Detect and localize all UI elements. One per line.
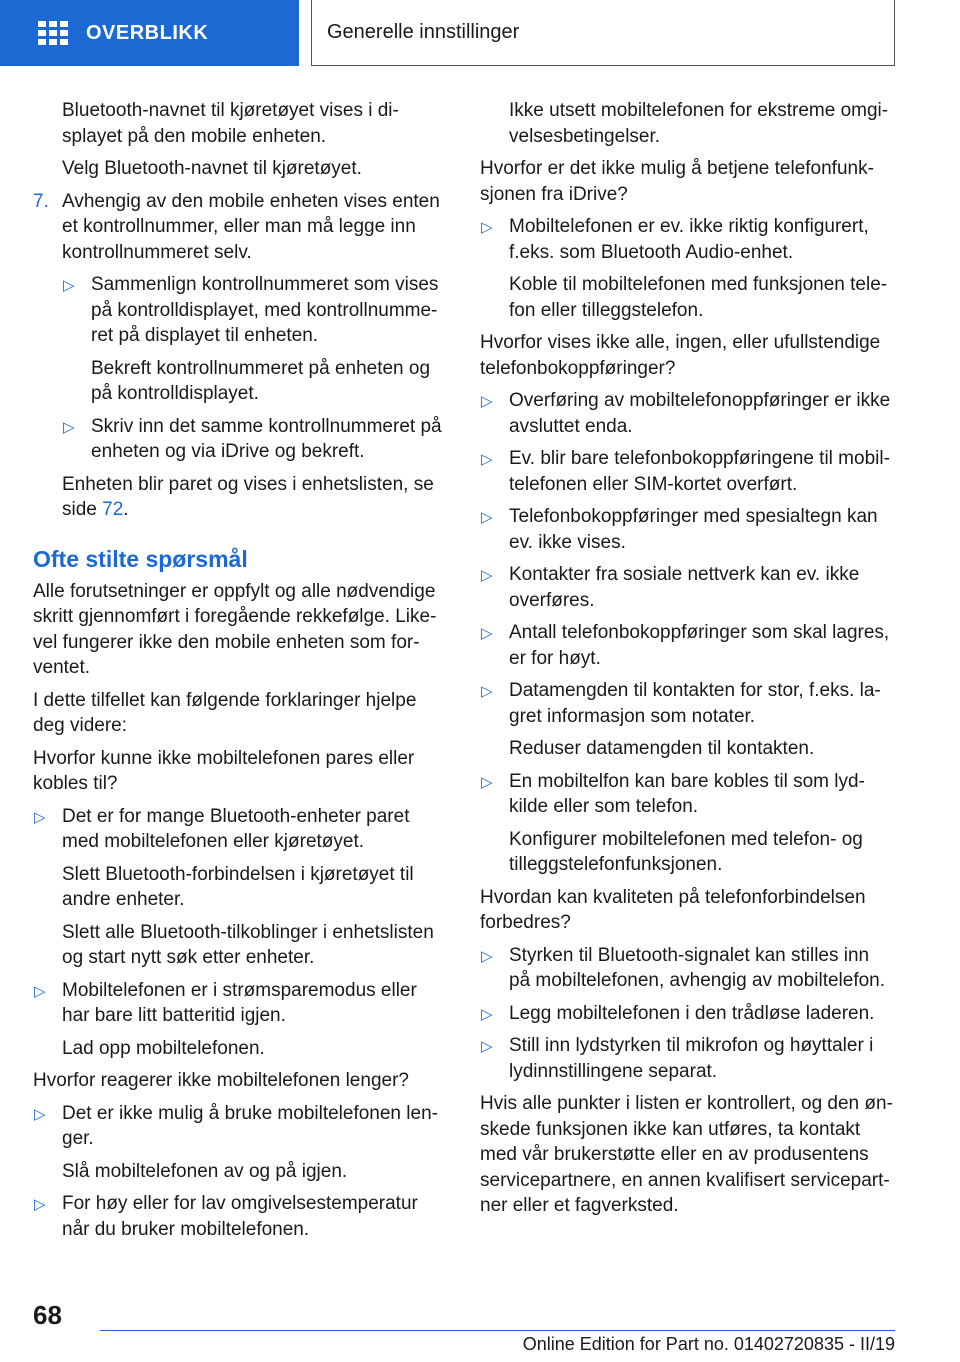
- list-item: [33, 804, 448, 855]
- overview-button[interactable]: [0, 0, 299, 66]
- list-item-text: Sammenlign kontrollnummeret som vises på kontrolldisplayet, med kontrollnumme-ret på displayet til enheten.: [91, 274, 439, 346]
- grid-icon: [38, 21, 68, 45]
- paragraph: Lad opp mobiltelefonen.: [62, 1037, 265, 1059]
- list-item-text: Skriv inn det samme kontrollnummeret på enheten og via iDrive og bekreft.: [91, 415, 442, 462]
- page-number: 68: [33, 1300, 62, 1330]
- list-item: [480, 769, 895, 820]
- triangle-right-icon: ▷: [481, 509, 493, 526]
- list-item-text: Styrken til Bluetooth-signalet kan stilles inn på mobiltelefonen, avhengig av mobiltelefon.: [509, 944, 886, 991]
- list-item-text: Datamengden til kontakten for stor, f.eks. la-gret informasjon som notater.: [509, 680, 881, 727]
- step-item: [33, 189, 448, 266]
- question: Hvorfor reagerer ikke mobiltelefonen lenger?: [33, 1070, 409, 1091]
- list-item: [33, 414, 448, 465]
- list-item: [480, 1001, 895, 1027]
- paragraph: [33, 472, 448, 523]
- step-number: 7.: [33, 190, 49, 212]
- page-header: [0, 0, 960, 66]
- paragraph: Bekreft kontrollnummeret på enheten og på kontrolldisplayet.: [91, 357, 431, 404]
- list-item: [480, 1033, 895, 1084]
- edition-text: Online Edition for Part no. 01402720835 - II/19: [522, 1334, 895, 1354]
- section-title: Generelle innstillinger: [311, 0, 895, 66]
- list-item: [33, 978, 448, 1029]
- list-item-text: Mobiltelefonen er ev. ikke riktig konfigurert, f.eks. som Bluetooth Audio-enhet.: [509, 216, 869, 263]
- paragraph-text: .: [123, 499, 129, 520]
- question: Hvordan kan kvaliteten på telefonforbindelsen forbedres?: [480, 886, 866, 933]
- paragraph: Koble til mobiltelefonen med funksjonen tele-fon eller tilleggstelefon.: [509, 274, 888, 321]
- triangle-right-icon: ▷: [481, 683, 493, 700]
- paragraph: Velg Bluetooth-navnet til kjøretøyet.: [62, 158, 362, 179]
- triangle-right-icon: ▷: [481, 451, 493, 468]
- question: Hvorfor kunne ikke mobiltelefonen pares eller kobles til?: [33, 747, 415, 794]
- triangle-right-icon: ▷: [481, 947, 493, 965]
- triangle-right-icon: ▷: [481, 1005, 493, 1023]
- list-item: [480, 562, 895, 613]
- faq-heading: Ofte stilte spørsmål: [33, 545, 248, 572]
- triangle-right-icon: ▷: [481, 1038, 493, 1055]
- paragraph: Hvis alle punkter i listen er kontrollert, og den øn-skede funksjonen ikke kan utføres, ta kontakt med vår brukerstøtte eller en av produsentens servicepartnere, en annen kvalifisert servicepart-ner eller et fagverksted.: [480, 1093, 893, 1216]
- paragraph: Bluetooth-navnet til kjøretøyet vises i di-splayet på den mobile enheten.: [62, 100, 399, 147]
- list-item: [480, 388, 895, 439]
- paragraph: Alle forutsetninger er oppfylt og alle nødvendige skritt gjennomført i foregående rekkefølge. Like-vel fungerer ikke den mobile enheten som for-ventet.: [33, 580, 437, 678]
- paragraph: I dette tilfellet kan følgende forklaringer hjelpe deg videre:: [33, 689, 417, 736]
- triangle-right-icon: ▷: [481, 567, 493, 584]
- list-item: [480, 620, 895, 671]
- paragraph: Reduser datamengden til kontakten.: [509, 738, 815, 759]
- question: Hvorfor vises ikke alle, ingen, eller ufullstendige telefonbokoppføringer?: [480, 332, 881, 379]
- list-item: [480, 504, 895, 555]
- list-item-text: Legg mobiltelefonen i den trådløse laderen.: [509, 1002, 875, 1024]
- paragraph: Slett Bluetooth-forbindelsen i kjøretøyet til andre enheter.: [62, 863, 414, 910]
- list-item: [480, 678, 895, 729]
- triangle-right-icon: ▷: [481, 773, 493, 791]
- paragraph: Slå mobiltelefonen av og på igjen.: [62, 1160, 348, 1182]
- list-item-text: Overføring av mobiltelefonoppføringer er ikke avsluttet enda.: [509, 390, 891, 437]
- paragraph-text: Enheten blir paret og vises i enhetslisten, se side: [62, 473, 434, 520]
- triangle-right-icon: ▷: [34, 808, 46, 826]
- list-item-text: Kontakter fra sosiale nettverk kan ev. ikke overføres.: [509, 564, 860, 611]
- triangle-right-icon: ▷: [34, 982, 46, 1000]
- footer-divider: [100, 1330, 895, 1331]
- list-item: [480, 446, 895, 497]
- list-item: [33, 1101, 448, 1152]
- list-item: [33, 272, 448, 349]
- list-item-text: Telefonbokoppføringer med spesialtegn kan ev. ikke vises.: [509, 506, 878, 553]
- list-item-text: Antall telefonbokoppføringer som skal lagres, er for høyt.: [509, 622, 890, 669]
- triangle-right-icon: ▷: [34, 1105, 46, 1123]
- question: Hvorfor er det ikke mulig å betjene telefonfunk-sjonen fra iDrive?: [480, 158, 874, 205]
- overview-label: OVERBLIKK: [86, 21, 209, 44]
- list-item-text: Still inn lydstyrken til mikrofon og høyttaler i lydinnstillingene separat.: [509, 1035, 874, 1082]
- right-column: [480, 98, 895, 1226]
- list-item-text: En mobiltelfon kan bare kobles til som lyd-kilde eller som telefon.: [509, 770, 865, 817]
- triangle-right-icon: ▷: [481, 219, 493, 236]
- paragraph: Slett alle Bluetooth-tilkoblinger i enhetslisten og start nytt søk etter enheter.: [62, 921, 434, 968]
- list-item-text: Det er ikke mulig å bruke mobiltelefonen len-ger.: [62, 1102, 438, 1149]
- list-item-text: Ev. blir bare telefonbokoppføringene til mobil-telefonen eller SIM-kortet overført.: [509, 448, 890, 495]
- page-link[interactable]: 72: [102, 499, 124, 520]
- list-item: [33, 1191, 448, 1242]
- list-item-text: For høy eller for lav omgivelsestemperatur når du bruker mobiltelefonen.: [62, 1193, 418, 1240]
- triangle-right-icon: ▷: [63, 418, 75, 436]
- triangle-right-icon: ▷: [481, 393, 493, 410]
- paragraph: Konfigurer mobiltelefonen med telefon- og tilleggstelefonfunksjonen.: [509, 828, 863, 875]
- triangle-right-icon: ▷: [481, 625, 493, 642]
- paragraph: Ikke utsett mobiltelefonen for ekstreme omgi-velsesbetingelser.: [509, 100, 889, 147]
- left-column: [33, 98, 448, 1249]
- list-item: [480, 214, 895, 265]
- step-text: Avhengig av den mobile enheten vises enten et kontrollnummer, eller man må legge inn kontrollnummeret selv.: [62, 190, 440, 263]
- list-item: [480, 943, 895, 994]
- triangle-right-icon: ▷: [63, 277, 75, 294]
- triangle-right-icon: ▷: [34, 1196, 46, 1213]
- list-item-text: Det er for mange Bluetooth-enheter paret med mobiltelefonen eller kjøretøyet.: [62, 805, 410, 852]
- list-item-text: Mobiltelefonen er i strømsparemodus eller har bare litt batteritid igjen.: [62, 979, 417, 1026]
